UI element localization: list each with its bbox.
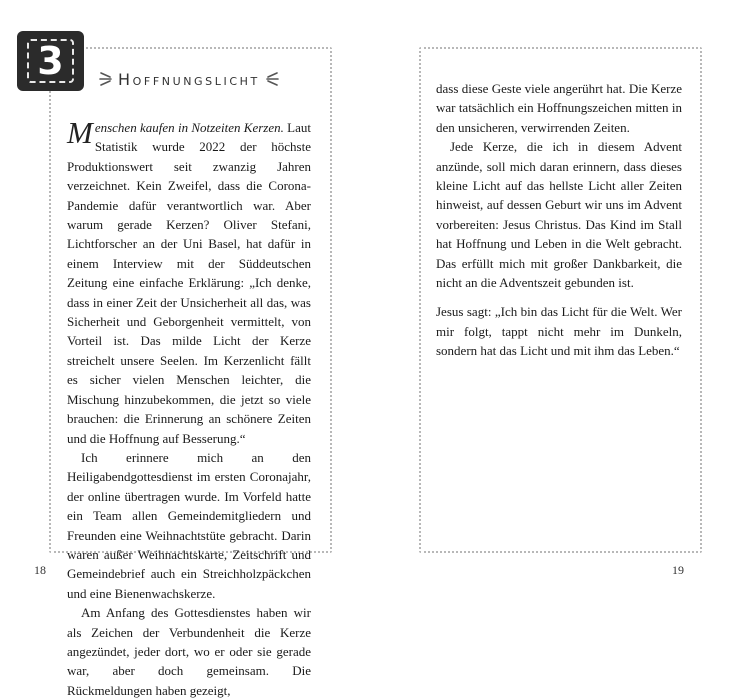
chapter-number: 3 [37, 39, 64, 83]
paragraph [67, 115, 311, 448]
paragraph: dass diese Geste viele angerührt hat. Die Kerze war tatsächlich ein Hoffnungszeichen mitten in den unsicheren, verwirrenden Zeiten. [436, 81, 682, 135]
bible-quote: Jesus sagt: „Ich bin das Licht für die Welt. Wer mir folgt, tappt nicht mehr im Dunkeln, sondern hat das Licht und mit ihm das Leben.“ [436, 304, 682, 359]
sparkle-lines-icon [98, 70, 113, 88]
paragraph: Am Anfang des Gottesdienstes haben wir als Zeichen der Verbundenheit die Kerze angezündet, jeder dort, wo er oder sie gerade war, aber doch gemeinsam. Die Rückmeldungen haben gezeigt, [67, 605, 311, 698]
left-page-body [67, 115, 311, 700]
page-number-right: 19 [672, 563, 684, 577]
right-page-body [436, 79, 682, 361]
paragraph: Jede Kerze, die ich in diesem Advent anzünde, soll mich daran erinnern, dass dieses kleine Licht auf das hellste Licht aller Zeiten hinweist, auf dessen Geburt wir uns im Advent vorbereiten: Jesus Christus. Das Kind im Stall hat Hoffnung und Leben in die Welt gebracht. Das erfüllt mich mit großer Dankbarkeit, die nicht an die Adventszeit gebunden ist. [436, 139, 682, 291]
chapter-badge-dashed-border [27, 39, 74, 83]
drop-cap: M [67, 115, 93, 150]
chapter-number-badge [17, 31, 84, 91]
chapter-title: Hoffnungslicht [118, 69, 260, 89]
paragraph: Ich erinnere mich an den Heiligabendgottesdienst im ersten Coronajahr, der online übertragen wurde. Im Vorfeld hatte ein Team allen Gemeindemitgliedern und Freunden eine Weihnachtstüte gebracht. Darin waren außer Weihnachtskarte, Zeitschrift und Gemeindebrief auch ein Streichholzpäckchen und eine Bienenwachskerze. [67, 449, 311, 601]
page-number-left: 18 [34, 563, 46, 577]
paragraph-text: Laut Statistik wurde 2022 der höchste Produktionswert seit zwanzig Jahren verzeichnet. Kein Zweifel, dass die Corona-Pandemie dafür verantwortlich war. Aber warum gerade Kerzen? Oliver Stefani, Lichtforscher an der Uni Basel, hat dafür in einem Interview mit der Süddeutschen Zeitung eine einfache Erklärung: „Ich denke, dass in einer Zeit der Unsicherheit all das, was Sicherheit und Geborgenheit vermittelt, von Vorteil ist. Das milde Licht der Kerze streichelt unsere Seelen. Im Kerzenlicht fällt es sicher vielen Menschen leichter, die Mischung hinzubekommen, die jetzt so viele brauchen: die Erinnerung an schönere Zeiten und die Hoffnung auf Besserung.“ [67, 120, 311, 446]
chapter-title-row [98, 64, 288, 94]
lead-in-text: enschen kaufen in Notzeiten Kerzen. [94, 120, 284, 135]
sparkle-lines-icon [265, 70, 280, 88]
